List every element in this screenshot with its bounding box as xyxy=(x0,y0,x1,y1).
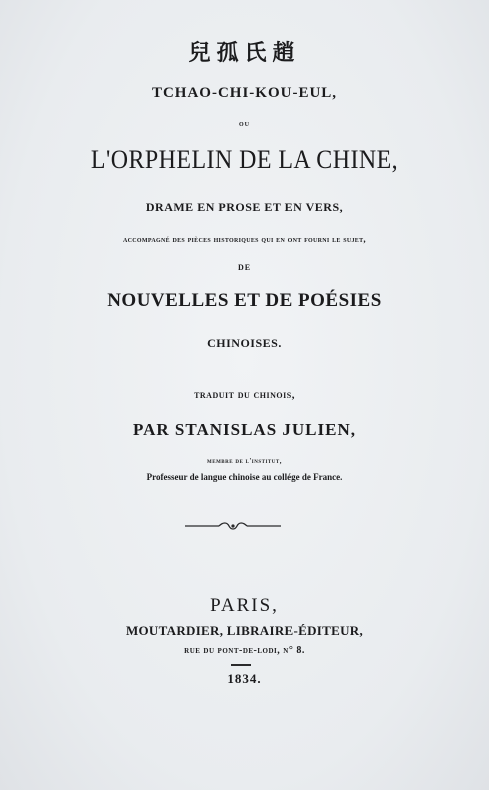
translator-name: PAR STANISLAS JULIEN, xyxy=(133,420,356,439)
imprint-publisher: MOUTARDIER, LIBRAIRE-ÉDITEUR, xyxy=(125,623,364,638)
main-title: L'ORPHELIN DE LA CHINE, xyxy=(90,145,399,174)
imprint-address: rue du pont-de-lodi, n° 8. xyxy=(184,645,305,656)
ou-connector: ou xyxy=(239,118,250,128)
translator-position: Professeur de langue chinoise au collége de France. xyxy=(146,472,343,482)
de-connector: DE xyxy=(237,263,252,272)
subtitle: DRAME EN PROSE ET EN VERS, xyxy=(145,200,344,214)
chinese-title: 兒孤氏趙 xyxy=(188,41,301,66)
romanized-title: TCHAO-CHI-KOU-EUL, xyxy=(151,85,338,101)
imprint-city: PARIS, xyxy=(210,595,279,616)
accompanied-line: accompagné des pièces historiques qui en ont fourni le sujet, xyxy=(123,234,366,244)
nouvelles-title: NOUVELLES ET DE POÉSIES xyxy=(107,290,382,311)
imprint-year: 1834. xyxy=(227,671,262,686)
translated-line: traduit du chinois, xyxy=(194,389,295,401)
chinoises-line: CHINOISES. xyxy=(207,336,282,350)
imprint-divider xyxy=(231,664,251,666)
ornament-rule xyxy=(183,519,283,533)
translator-membership: membre de l'institut, xyxy=(207,457,282,465)
